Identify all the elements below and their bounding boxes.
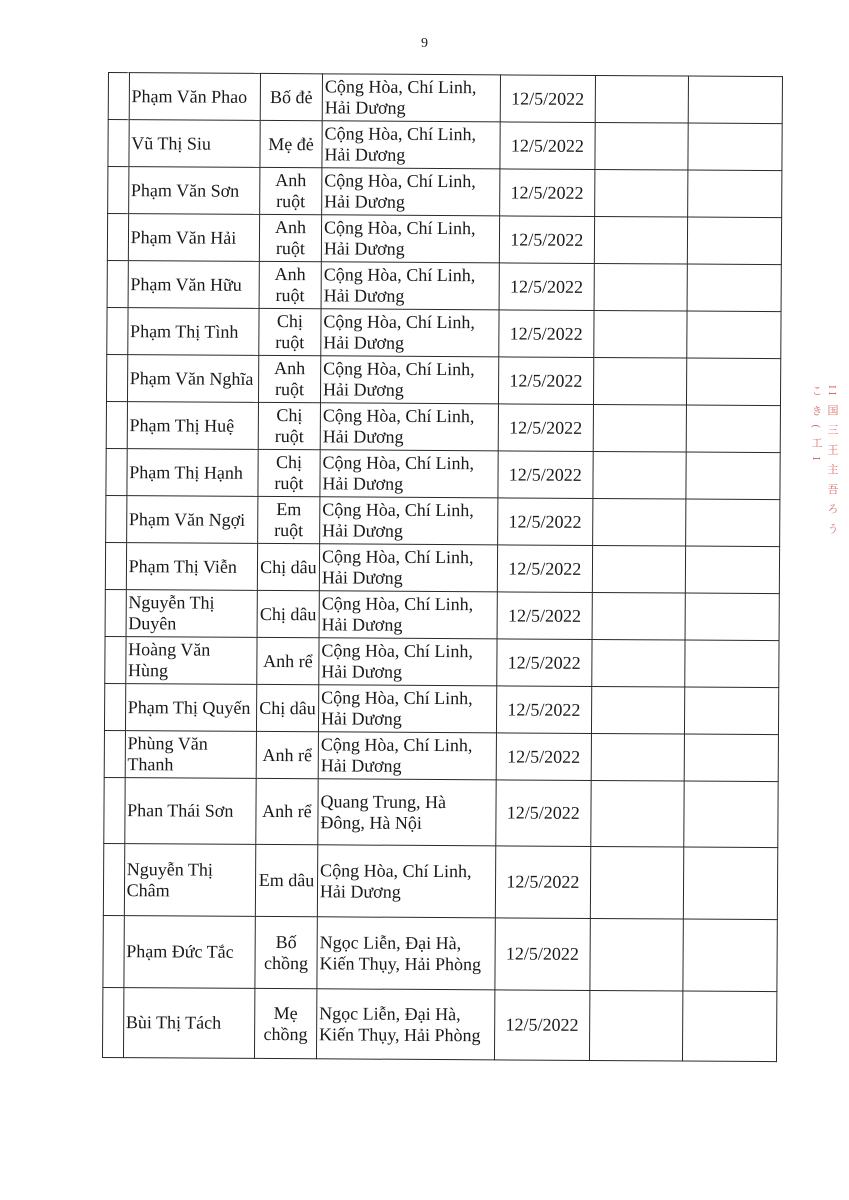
- empty-cell: [590, 918, 683, 991]
- empty-cell: [684, 781, 779, 848]
- empty-cell: [593, 404, 686, 452]
- name-cell: Phạm Văn Phao: [129, 73, 261, 121]
- address-cell: Cộng Hòa, Chí Linh, Hải Dương: [322, 74, 500, 122]
- date-cell: 12/5/2022: [496, 686, 591, 734]
- address-cell: Cộng Hòa, Chí Linh, Hải Dương: [320, 403, 498, 451]
- name-cell: Bùi Thị Tách: [123, 988, 255, 1059]
- empty-cell: [682, 991, 777, 1062]
- table-row: [107, 260, 781, 311]
- empty-cell: [592, 545, 685, 593]
- date-cell: 12/5/2022: [500, 75, 595, 123]
- empty-cell: [688, 123, 782, 171]
- date-cell: 12/5/2022: [495, 918, 591, 991]
- empty-cell: [594, 263, 687, 311]
- name-cell: Phạm Văn Hữu: [128, 261, 260, 309]
- relation-cell: Anh ruột: [258, 355, 320, 402]
- relation-cell: Chị ruột: [258, 449, 320, 496]
- address-cell: Cộng Hòa, Chí Linh, Hải Dương: [318, 732, 496, 780]
- date-cell: 12/5/2022: [499, 310, 594, 358]
- date-cell: 12/5/2022: [494, 990, 590, 1061]
- date-cell: 12/5/2022: [499, 216, 594, 264]
- name-cell: Vũ Thị Siu: [129, 120, 261, 168]
- relation-cell: Anh rể: [256, 778, 318, 844]
- empty-cell: [686, 405, 780, 453]
- table-row: [106, 495, 780, 546]
- empty-cell: [591, 780, 684, 847]
- name-cell: Phạm Thị Viễn: [126, 543, 258, 591]
- table-row: [104, 777, 778, 847]
- address-cell: Cộng Hòa, Chí Linh, Hải Dương: [322, 168, 500, 216]
- stt-cell: [103, 843, 124, 915]
- relation-cell: Anh rể: [257, 637, 319, 684]
- stt-cell: [106, 448, 127, 495]
- stt-cell: [105, 636, 126, 683]
- relation-cell: Chị dâu: [257, 590, 319, 637]
- name-cell: Phạm Thị Hạnh: [127, 449, 259, 497]
- address-cell: Cộng Hòa, Chí Linh, Hải Dương: [321, 215, 499, 263]
- relation-cell: Chị ruột: [259, 308, 321, 355]
- date-cell: 12/5/2022: [497, 639, 592, 687]
- name-cell: Phạm Thị Quyến: [125, 684, 257, 732]
- address-cell: Cộng Hòa, Chí Linh, Hải Dương: [318, 685, 496, 733]
- empty-cell: [592, 592, 685, 640]
- relation-cell: Mẹ đẻ: [260, 120, 322, 167]
- table-row: [105, 636, 779, 687]
- stt-cell: [106, 401, 127, 448]
- empty-cell: [595, 122, 688, 170]
- empty-cell: [685, 546, 779, 594]
- date-cell: 12/5/2022: [495, 846, 591, 919]
- table-row: [102, 987, 776, 1061]
- address-cell: Cộng Hòa, Chí Linh, Hải Dương: [319, 591, 497, 639]
- table-row: [104, 683, 778, 734]
- stt-cell: [107, 307, 128, 354]
- name-cell: Phạm Thị Tình: [127, 308, 259, 356]
- address-cell: Cộng Hòa, Chí Linh, Hải Dương: [322, 121, 500, 169]
- empty-cell: [688, 170, 782, 218]
- address-cell: Ngọc Liễn, Đại Hà, Kiến Thụy, Hải Phòng: [316, 989, 494, 1060]
- relation-cell: Anh ruột: [260, 167, 322, 214]
- relation-cell: Anh ruột: [259, 214, 321, 261]
- empty-cell: [687, 311, 781, 359]
- name-cell: Phạm Đức Tắc: [124, 916, 256, 989]
- empty-cell: [591, 733, 684, 781]
- stt-cell: [107, 214, 128, 261]
- empty-cell: [688, 76, 782, 124]
- date-cell: 12/5/2022: [499, 263, 594, 311]
- empty-cell: [594, 169, 687, 217]
- name-cell: Phạm Thị Huệ: [127, 402, 259, 450]
- empty-cell: [590, 846, 683, 919]
- date-cell: 12/5/2022: [500, 122, 595, 170]
- table-row: [108, 120, 782, 171]
- stt-cell: [106, 495, 127, 542]
- empty-cell: [593, 451, 686, 499]
- date-cell: 12/5/2022: [496, 780, 591, 847]
- empty-cell: [684, 687, 778, 735]
- date-cell: 12/5/2022: [498, 404, 593, 452]
- relation-cell: Mẹ chồng: [254, 988, 316, 1058]
- relation-cell: Em dâu: [255, 844, 317, 916]
- stt-cell: [108, 73, 129, 120]
- relation-cell: Chị dâu: [256, 684, 318, 731]
- name-cell: Phạm Văn Ngợi: [126, 496, 258, 544]
- empty-cell: [594, 216, 687, 264]
- table-row: [106, 354, 780, 405]
- name-cell: Phùng Văn Thanh: [125, 731, 257, 779]
- relation-cell: Chị ruột: [258, 402, 320, 449]
- name-cell: Phạm Văn Sơn: [128, 167, 260, 215]
- relation-cell: Bố chồng: [255, 916, 317, 988]
- stt-cell: [108, 167, 129, 214]
- date-cell: 12/5/2022: [496, 733, 591, 781]
- date-cell: 12/5/2022: [499, 169, 594, 217]
- stt-cell: [106, 354, 127, 401]
- address-cell: Cộng Hòa, Chí Linh, Hải Dương: [321, 262, 499, 310]
- empty-cell: [592, 639, 685, 687]
- relation-cell: Anh rể: [256, 731, 318, 778]
- stt-cell: [108, 120, 129, 167]
- table-row: [106, 401, 780, 452]
- stt-cell: [104, 777, 125, 843]
- stt-cell: [107, 260, 128, 307]
- address-cell: Cộng Hòa, Chí Linh, Hải Dương: [320, 497, 498, 545]
- date-cell: 12/5/2022: [498, 357, 593, 405]
- table-row: [105, 542, 779, 593]
- empty-cell: [683, 919, 778, 992]
- empty-cell: [687, 217, 781, 265]
- address-cell: Cộng Hòa, Chí Linh, Hải Dương: [317, 845, 495, 918]
- table-row: [104, 730, 778, 781]
- relation-cell: Chị dâu: [257, 543, 319, 590]
- name-cell: Hoàng Văn Hùng: [125, 637, 257, 685]
- address-cell: Cộng Hòa, Chí Linh, Hải Dương: [320, 450, 498, 498]
- empty-cell: [686, 452, 780, 500]
- empty-cell: [589, 990, 682, 1061]
- date-cell: 12/5/2022: [497, 545, 592, 593]
- empty-cell: [685, 593, 779, 641]
- date-cell: 12/5/2022: [497, 592, 592, 640]
- red-stamp-mark: II 国 三 王 主 吾 ろ う こ き ( 工 I: [810, 385, 838, 537]
- date-cell: 12/5/2022: [498, 451, 593, 499]
- stt-cell: [104, 730, 125, 777]
- empty-cell: [686, 499, 780, 547]
- name-cell: Phạm Văn Hải: [128, 214, 260, 262]
- table-row: [108, 167, 782, 218]
- empty-cell: [684, 734, 778, 782]
- empty-cell: [593, 357, 686, 405]
- address-cell: Cộng Hòa, Chí Linh, Hải Dương: [321, 309, 499, 357]
- address-cell: Cộng Hòa, Chí Linh, Hải Dương: [319, 544, 497, 592]
- relation-cell: Em ruột: [258, 496, 320, 543]
- address-cell: Cộng Hòa, Chí Linh, Hải Dương: [319, 638, 497, 686]
- stt-cell: [104, 683, 125, 730]
- stt-cell: [103, 915, 124, 987]
- name-cell: Nguyễn Thị Châm: [124, 844, 256, 917]
- table-row: [106, 448, 780, 499]
- name-cell: Nguyễn Thị Duyên: [126, 590, 258, 638]
- table-row: [105, 589, 779, 640]
- empty-cell: [686, 358, 780, 406]
- address-cell: Ngọc Liễn, Đại Hà, Kiến Thụy, Hải Phòng: [317, 917, 495, 990]
- date-cell: 12/5/2022: [497, 498, 592, 546]
- table-row: [107, 307, 781, 358]
- table-row: [107, 214, 781, 265]
- table-row: [103, 915, 777, 991]
- relatives-table: [102, 72, 783, 1062]
- empty-cell: [687, 264, 781, 312]
- stt-cell: [105, 542, 126, 589]
- empty-cell: [591, 686, 684, 734]
- name-cell: Phan Thái Sơn: [124, 778, 256, 845]
- empty-cell: [595, 75, 688, 123]
- empty-cell: [683, 847, 778, 920]
- address-cell: Quang Trung, Hà Đông, Hà Nội: [318, 779, 496, 846]
- relation-cell: Bố đẻ: [260, 73, 322, 120]
- relation-cell: Anh ruột: [259, 261, 321, 308]
- name-cell: Phạm Văn Nghĩa: [127, 355, 259, 403]
- stt-cell: [105, 589, 126, 636]
- empty-cell: [685, 640, 779, 688]
- empty-cell: [592, 498, 685, 546]
- address-cell: Cộng Hòa, Chí Linh, Hải Dương: [320, 356, 498, 404]
- table-row: [103, 843, 777, 919]
- table-row: [108, 73, 782, 124]
- empty-cell: [594, 310, 687, 358]
- page-number: 9: [421, 36, 428, 51]
- stt-cell: [102, 987, 123, 1057]
